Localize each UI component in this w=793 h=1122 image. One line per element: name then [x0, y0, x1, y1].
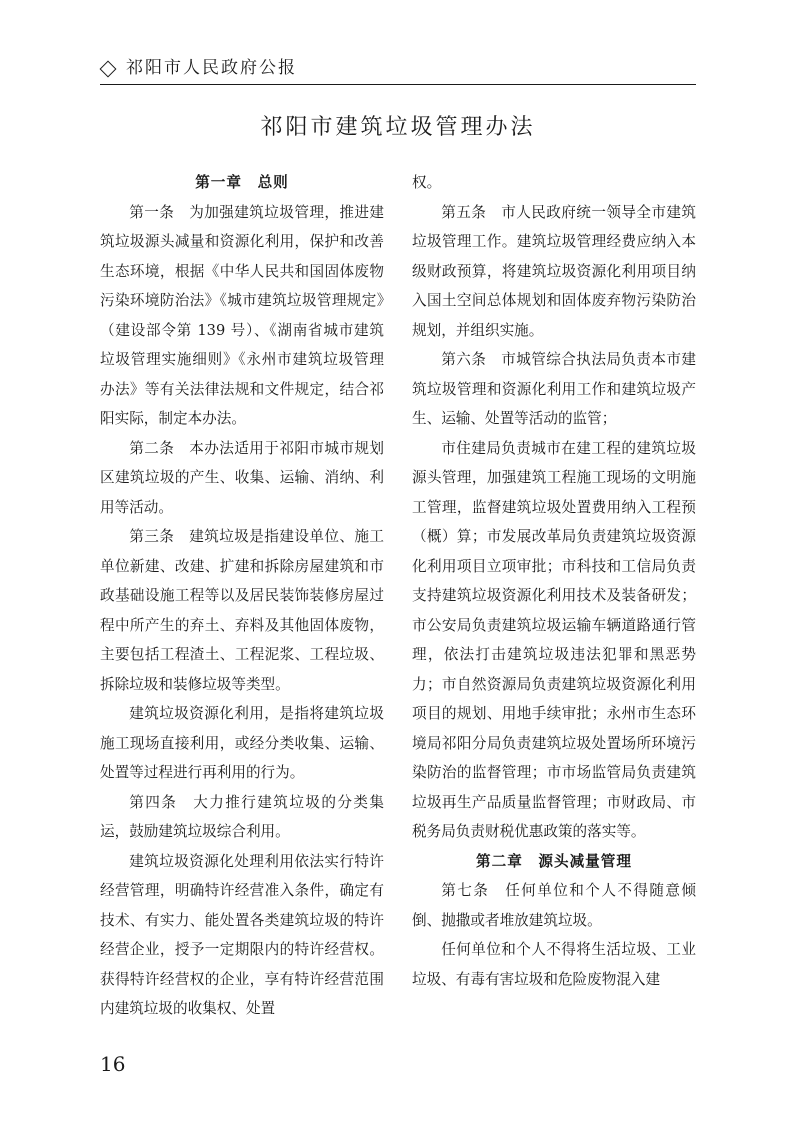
left-column [100, 168, 384, 1024]
article-7-paragraph-2: 任何单位和个人不得将生活垃圾、工业垃圾、有毒有害垃圾和危险废物混入建 [412, 941, 696, 988]
page-number: 16 [100, 1052, 126, 1076]
article-5: 第五条 市人民政府统一领导全市建筑垃圾管理工作。建筑垃圾管理经费应纳入本级财政预算，将建筑垃圾资源化利用项目纳入国土空间总体规划和固体废弃物污染防治规划，并组织实施。 [412, 203, 696, 339]
document-title: 祁阳市建筑垃圾管理办法 [260, 115, 536, 140]
article-1: 第一条 为加强建筑垃圾管理，推进建筑垃圾源头减量和资源化利用，保护和改善生态环境，根据《中华人民共和国固体废物污染环境防治法》《城市建筑垃圾管理规定》（建设部令第 139 号）、《湖南省城市建筑垃圾管理实施细则》《永州市建筑垃圾管理办法》等有关法律法规和文件规定，结合祁阳实际，制定本办法。 [100, 203, 384, 427]
article-4-continuation: 权。 [412, 174, 442, 191]
article-3: 第三条 建筑垃圾是指建设单位、施工单位新建、改建、扩建和拆除房屋建筑和市政基础设施工程等以及居民装饰装修房屋过程中所产生的弃土、弃料及其他固体废物，主要包括工程渣土、工程泥浆、工程垃圾、拆除垃圾和装修垃圾等类型。 [100, 528, 384, 693]
bulletin-title: 祁阳市人民政府公报 [126, 58, 297, 78]
right-column [412, 168, 696, 994]
article-2: 第二条 本办法适用于祁阳市城市规划区建筑垃圾的产生、收集、运输、消纳、利用等活动。 [100, 439, 384, 516]
article-6-paragraph-2: 市住建局负责城市在建工程的建筑垃圾源头管理，加强建筑工程施工现场的文明施工管理，监督建筑垃圾处置费用纳入工程预（概）算；市发展改革局负责建筑垃圾资源化利用项目立项审批；市科技和工信局负责支持建筑垃圾资源化利用技术及装备研发；市公安局负责建筑垃圾运输车辆道路通行管理，依法打击建筑垃圾违法犯罪和黑恶势力；市自然资源局负责建筑垃圾资源化利用项目的规划、用地手续审批；永州市生态环境局祁阳分局负责建筑垃圾处置场所环境污染防治的监督管理；市市场监管局负责建筑垃圾再生产品质量监督管理；市财政局、市税务局负责财税优惠政策的落实等。 [412, 439, 696, 840]
chapter-heading: 第二章 源头减量管理 [476, 852, 632, 870]
chapter-heading: 第一章 总则 [195, 174, 289, 191]
header-divider [100, 84, 696, 85]
article-7: 第七条 任何单位和个人不得随意倾倒、抛撒或者堆放建筑垃圾。 [412, 882, 696, 929]
article-3-paragraph-2: 建筑垃圾资源化利用，是指将建筑垃圾施工现场直接利用，或经分类收集、运输、处置等过程进行再利用的行为。 [100, 705, 384, 781]
article-6: 第六条 市城管综合执法局负责本市建筑垃圾管理和资源化利用工作和建筑垃圾产生、运输、处置等活动的监管； [412, 351, 696, 427]
article-4-paragraph-2: 建筑垃圾资源化处理利用依法实行特许经营管理，明确特许经营准入条件，确定有技术、有实力、能处置各类建筑垃圾的特许经营企业，授予一定期限内的特许经营权。获得特许经营权的企业，享有特许经营范围内建筑垃圾的收集权、处置 [100, 852, 384, 1017]
article-4: 第四条 大力推行建筑垃圾的分类集运，鼓励建筑垃圾综合利用。 [100, 793, 384, 840]
diamond-icon [100, 61, 117, 78]
bulletin-header [100, 56, 696, 86]
